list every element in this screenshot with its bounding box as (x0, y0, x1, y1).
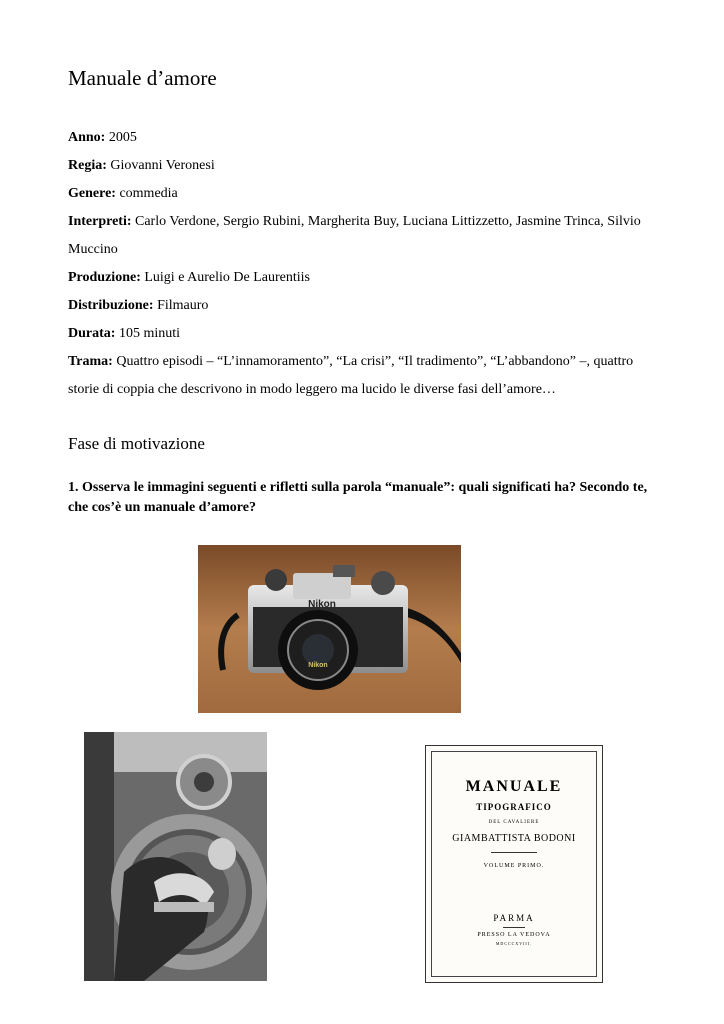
camera-photo (198, 545, 461, 713)
info-value: Quattro episodi – “L’innamoramento”, “La crisi”, “Il tradimento”, “L’abbandono” –, quattro storie di coppia che descrivono in modo leggero ma lucido le diverse fasi dell’amore… (68, 354, 634, 397)
book-subtitle: TIPOGRAFICO (476, 802, 552, 812)
info-value: 2005 (108, 130, 137, 145)
book-frame (431, 751, 597, 977)
info-row-genere (68, 180, 658, 208)
info-label: Anno: (68, 130, 106, 145)
info-value: Luigi e Aurelio De Laurentiis (144, 270, 310, 285)
info-label: Distribuzione: (68, 298, 154, 313)
camera-brand: Nikon (308, 599, 336, 610)
info-row-regia (68, 152, 658, 180)
lens-brand: Nikon (308, 662, 328, 669)
info-value: Giovanni Veronesi (110, 158, 215, 173)
info-label: Produzione: (68, 270, 141, 285)
book-author: GIAMBATTISTA BODONI (452, 833, 576, 844)
book-publisher: PRESSO LA VEDOVA (477, 932, 551, 938)
info-label: Genere: (68, 186, 116, 201)
page-title: Manuale d’amore (68, 66, 217, 90)
camera-illustration (198, 545, 461, 713)
info-label: Durata: (68, 326, 116, 341)
book-line: DEL CAVALIERE (488, 820, 540, 825)
info-value: Filmauro (157, 298, 209, 313)
info-label: Regia: (68, 158, 107, 173)
info-row-produzione (68, 264, 658, 292)
info-row-interpreti (68, 208, 658, 264)
book-city: PARMA (493, 913, 535, 923)
worker-photo (84, 732, 267, 981)
film-info (68, 124, 658, 404)
book-volume: VOLUME PRIMO. (483, 863, 545, 869)
worker-illustration (84, 732, 267, 981)
book-cover (425, 745, 603, 983)
section-title: Fase di motivazione (68, 434, 205, 453)
info-row-distribuzione (68, 292, 658, 320)
info-value: 105 minuti (118, 326, 180, 341)
info-value: Carlo Verdone, Sergio Rubini, Margherita Buy, Luciana Littizzetto, Jasmine Trinca, Silvio Muccino (68, 214, 641, 257)
info-row-anno (68, 124, 658, 152)
info-label: Trama: (68, 354, 113, 369)
question-text: 1. Osserva le immagini seguenti e rifletti sulla parola “manuale”: quali significati ha? Secondo te, che cos’è un manuale d’amore? (68, 480, 648, 515)
book-year: MDCCCXVIII. (495, 941, 533, 946)
info-label: Interpreti: (68, 214, 132, 229)
book-title: MANUALE (465, 778, 563, 795)
info-row-trama (68, 348, 658, 404)
book-divider-small (503, 927, 525, 928)
book-divider (491, 852, 537, 853)
info-value: commedia (119, 186, 178, 201)
info-row-durata (68, 320, 658, 348)
